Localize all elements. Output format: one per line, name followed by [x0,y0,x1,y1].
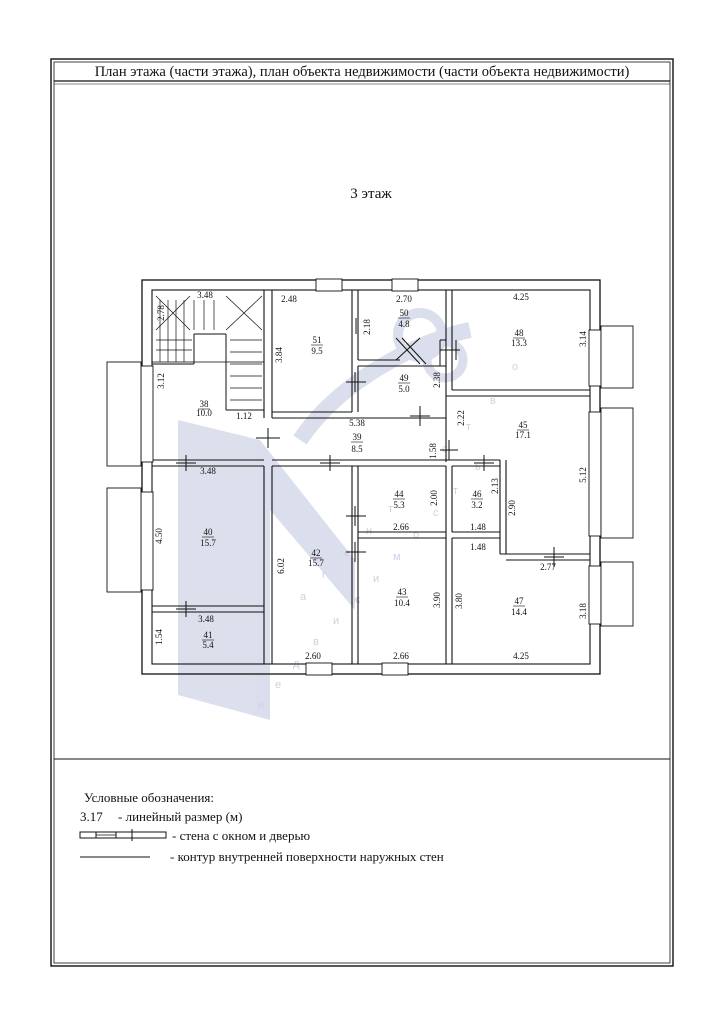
watermark-letter: с [442,443,448,455]
room-45 [515,420,531,440]
dimension-label: 2.00 [429,490,439,506]
legend-title: Условные обозначения: [84,790,215,805]
svg-text:50: 50 [399,308,409,318]
svg-text:49: 49 [399,373,409,383]
svg-text:39: 39 [352,432,362,442]
watermark-letter: ж [353,594,361,606]
dimension-label: 2.22 [456,410,466,426]
dimension-label: 3.12 [156,373,166,389]
svg-text:13.3: 13.3 [511,338,527,348]
svg-text:47: 47 [514,596,524,606]
legend-wall-symbol [80,829,166,841]
room-46 [471,489,483,510]
floor-label: 3 этаж [350,186,392,202]
dimension-label: 1.48 [470,542,486,552]
legend-dimension-sample: 3.17 [80,809,103,824]
svg-text:4.8: 4.8 [398,319,410,329]
staircase [156,296,262,400]
svg-text:10.4: 10.4 [394,598,410,608]
watermark-letter: в [313,636,319,648]
watermark-letter: а [300,591,307,603]
dimension-label: 2.70 [396,294,412,304]
svg-text:3.2: 3.2 [471,500,483,510]
room-49 [398,373,410,394]
room-39 [351,432,363,454]
svg-text:46: 46 [472,489,482,499]
dimension-label: 2.77 [540,562,556,572]
watermark-letter: т [388,503,394,515]
room-51 [311,335,323,356]
dimension-label: 3.90 [432,592,442,608]
svg-text:44: 44 [394,489,404,499]
legend-dimension-text: - линейный размер (м) [118,809,243,824]
watermark-letter: т [453,485,459,497]
dimension-label: 3.18 [578,603,588,619]
watermark-letter: и [373,573,380,585]
watermark-letter: о [512,361,519,373]
dimension-label: 1.58 [428,443,438,459]
dimension-label: 4.25 [513,651,529,661]
header-title: План этажа (части этажа), план объекта недвижимости (части объекта недвижимости) [94,64,630,80]
svg-text:42: 42 [311,548,321,558]
dimension-label: 3.84 [274,347,284,363]
dimension-label: 3.48 [197,290,213,300]
dimension-label: 3.14 [578,331,588,347]
legend-contour-text: - контур внутренней поверхности наружных стен [170,849,444,864]
dimension-label: 2.60 [305,651,321,661]
svg-text:5.0: 5.0 [398,384,410,394]
svg-text:45: 45 [518,420,528,430]
svg-text:15.7: 15.7 [308,558,324,568]
svg-text:48: 48 [514,328,524,338]
dimension-label: 1.12 [236,411,252,421]
watermark-letter: е [344,547,351,559]
dimension-label: 2.18 [362,319,372,335]
watermark-letter: и [333,615,340,627]
dimension-label: 4.25 [513,292,529,302]
dimension-label: 3.48 [198,614,214,624]
dimension-label: 3.80 [454,593,464,609]
watermark-letter: н [366,525,373,537]
dimension-label: 2.78 [156,305,166,321]
svg-text:5.3: 5.3 [393,500,405,510]
dimension-label: 2.66 [393,651,409,661]
dimension-label: 1.48 [470,522,486,532]
room-41 [202,630,214,650]
room-48 [511,328,527,348]
watermark-letter: е [275,679,282,691]
room-44 [393,489,405,510]
legend [80,790,444,864]
dimension-label: 1.54 [154,629,164,645]
dimension-label: 2.38 [432,372,442,388]
dimension-label: 2.13 [490,478,500,494]
watermark-letter: м [393,551,401,563]
svg-text:8.5: 8.5 [351,444,363,454]
svg-text:43: 43 [397,587,407,597]
svg-text:5.4: 5.4 [202,640,214,650]
room-43 [394,587,410,608]
svg-text:38: 38 [199,399,209,409]
watermark-letter: н [258,699,265,711]
dimension-label: 6.02 [276,558,286,574]
dimension-label: 2.66 [393,522,409,532]
dimension-label: 3.48 [200,466,216,476]
svg-text:41: 41 [203,630,213,640]
room-38 [196,399,212,418]
svg-text:51: 51 [312,335,322,345]
room-47 [511,596,527,617]
svg-text:17.1: 17.1 [515,430,531,440]
watermark-letter: г [322,569,327,581]
svg-text:40: 40 [203,527,213,537]
svg-text:9.5: 9.5 [311,346,323,356]
watermark-letter: с [433,507,439,519]
legend-wall-text: - стена с окном и дверью [172,828,311,843]
dimension-label: 5.38 [349,418,365,428]
dimension-label: 4.50 [154,528,164,544]
watermark-letter: ь [475,461,481,473]
dimension-label: 2.90 [507,500,517,516]
dimension-label: 5.12 [578,467,588,483]
watermark-letter: д [293,658,300,670]
watermark-letter: в [490,395,496,407]
svg-text:10.0: 10.0 [196,408,212,418]
room-50 [398,308,410,329]
watermark-letter: о [413,529,420,541]
svg-text:15.7: 15.7 [200,538,216,548]
dimension-label: 2.48 [281,294,297,304]
svg-text:14.4: 14.4 [511,607,527,617]
watermark-letter: т [466,421,472,433]
